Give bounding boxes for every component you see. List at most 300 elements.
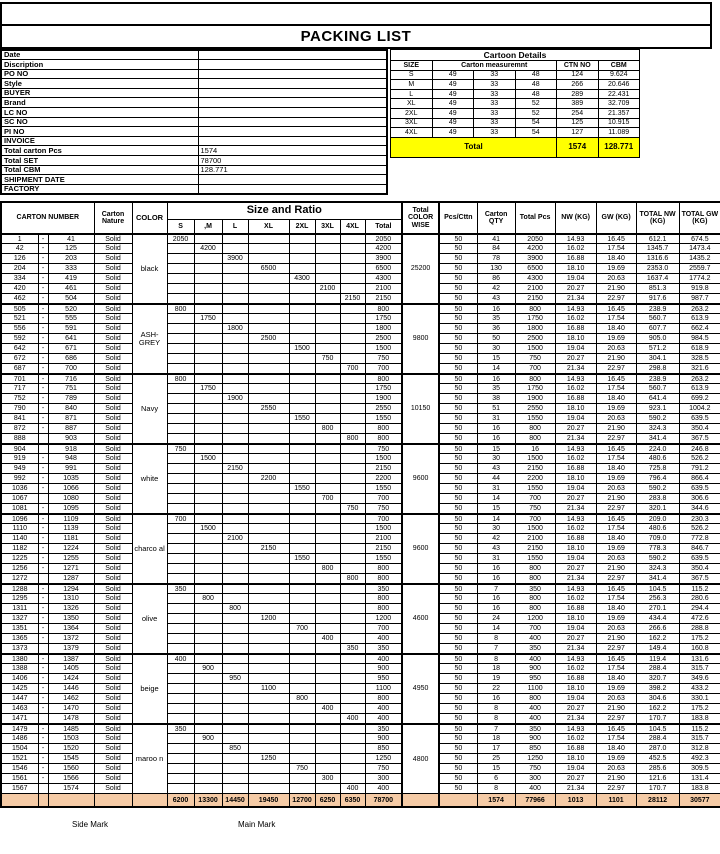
cd-dim3: 52 xyxy=(515,108,557,118)
size-qty xyxy=(194,574,222,584)
size-qty xyxy=(167,354,194,364)
size-qty xyxy=(248,654,289,664)
total-nw-kg: 320.1 xyxy=(636,504,679,514)
total-nw-kg: 270.1 xyxy=(636,604,679,614)
header-carton-nature: Carton Nature xyxy=(94,202,132,234)
totals-size: 12700 xyxy=(289,794,315,807)
total-nw-kg: 917.6 xyxy=(636,294,679,304)
size-qty xyxy=(194,274,222,284)
size-qty: 800 xyxy=(167,374,194,384)
size-qty xyxy=(167,334,194,344)
gw-kg: 19.69 xyxy=(596,544,636,554)
packing-row xyxy=(1,484,720,494)
nw-kg: 21.34 xyxy=(555,574,596,584)
nw-kg: 20.27 xyxy=(555,774,596,784)
total-gw-kg: 526.2 xyxy=(679,454,720,464)
size-qty xyxy=(315,244,340,254)
size-qty xyxy=(222,574,248,584)
carton-from: 1561 xyxy=(1,774,38,784)
carton-qty: 50 xyxy=(477,334,515,344)
size-qty xyxy=(194,514,222,524)
total-nw-kg: 590.2 xyxy=(636,484,679,494)
total-nw-kg: 725.8 xyxy=(636,464,679,474)
row-total-qty: 400 xyxy=(365,654,402,664)
totals-size: 6200 xyxy=(167,794,194,807)
info-label: PI NO xyxy=(1,127,198,137)
total-pcs: 300 xyxy=(515,774,555,784)
nw-kg: 20.27 xyxy=(555,704,596,714)
size-qty xyxy=(167,464,194,474)
size-qty: 750 xyxy=(315,354,340,364)
size-qty xyxy=(315,264,340,274)
packing-row xyxy=(1,264,720,274)
size-qty xyxy=(315,334,340,344)
size-qty xyxy=(340,754,365,764)
nw-kg: 14.93 xyxy=(555,584,596,594)
total-pcs: 1250 xyxy=(515,754,555,764)
gw-kg: 19.69 xyxy=(596,404,636,414)
total-nw-kg: 851.3 xyxy=(636,284,679,294)
size-qty: 350 xyxy=(167,584,194,594)
info-row xyxy=(1,156,387,166)
gw-kg: 22.97 xyxy=(596,504,636,514)
total-pcs: 3900 xyxy=(515,254,555,264)
nw-kg: 20.27 xyxy=(555,284,596,294)
carton-to: 1503 xyxy=(48,734,94,744)
packing-row xyxy=(1,374,720,384)
row-total-qty: 950 xyxy=(365,674,402,684)
size-qty xyxy=(194,444,222,454)
carton-to: 1379 xyxy=(48,644,94,654)
size-qty xyxy=(194,284,222,294)
carton-from: 1546 xyxy=(1,764,38,774)
cd-dim3: 54 xyxy=(515,128,557,138)
carton-to: 591 xyxy=(48,324,94,334)
total-nw-kg: 571.2 xyxy=(636,344,679,354)
total-nw-kg: 607.7 xyxy=(636,324,679,334)
total-pcs: 700 xyxy=(515,494,555,504)
size-qty xyxy=(340,484,365,494)
carton-dash: - xyxy=(38,724,48,734)
col-ctn-header: CTN NO xyxy=(557,61,599,71)
carton-to: 1364 xyxy=(48,624,94,634)
size-qty: 850 xyxy=(222,744,248,754)
color-name: maroo n xyxy=(132,724,167,794)
carton-dash: - xyxy=(38,774,48,784)
color-name: white xyxy=(132,444,167,514)
size-qty xyxy=(340,404,365,414)
totals-total-pcs: 77966 xyxy=(515,794,555,807)
size-qty: 2500 xyxy=(248,334,289,344)
pcs-per-carton: 50 xyxy=(439,234,477,244)
carton-dash: - xyxy=(38,624,48,634)
gw-kg: 22.97 xyxy=(596,574,636,584)
size-qty xyxy=(289,754,315,764)
totals-gw: 1101 xyxy=(596,794,636,807)
size-qty xyxy=(222,354,248,364)
pcs-per-carton: 50 xyxy=(439,724,477,734)
totals-color-wise xyxy=(402,794,439,807)
nw-kg: 21.34 xyxy=(555,434,596,444)
size-qty xyxy=(315,534,340,544)
packing-row xyxy=(1,454,720,464)
size-qty xyxy=(222,734,248,744)
pcs-per-carton: 50 xyxy=(439,544,477,554)
size-qty xyxy=(194,494,222,504)
nw-kg: 16.02 xyxy=(555,734,596,744)
totals-color xyxy=(132,794,167,807)
size-qty xyxy=(289,364,315,374)
size-qty: 2150 xyxy=(222,464,248,474)
carton-nature: Solid xyxy=(94,364,132,374)
total-pcs: 1200 xyxy=(515,614,555,624)
row-total-qty: 2550 xyxy=(365,404,402,414)
carton-to: 751 xyxy=(48,384,94,394)
packing-row xyxy=(1,604,720,614)
packing-row xyxy=(1,774,720,784)
header-size-and-ratio: Size and Ratio xyxy=(167,202,402,220)
gw-kg: 18.40 xyxy=(596,464,636,474)
carton-dash: - xyxy=(38,404,48,414)
info-row xyxy=(1,69,387,79)
size-qty: 1800 xyxy=(222,324,248,334)
size-qty: 4300 xyxy=(289,274,315,284)
pcs-per-carton: 50 xyxy=(439,304,477,314)
info-value: 78700 xyxy=(198,156,387,166)
info-row xyxy=(1,136,387,146)
size-qty xyxy=(194,374,222,384)
size-qty xyxy=(248,524,289,534)
size-qty xyxy=(248,354,289,364)
nw-kg: 19.04 xyxy=(555,554,596,564)
carton-nature: Solid xyxy=(94,554,132,564)
carton-dash: - xyxy=(38,244,48,254)
carton-details-table xyxy=(390,49,640,158)
nw-kg: 16.02 xyxy=(555,594,596,604)
size-qty xyxy=(340,694,365,704)
size-qty xyxy=(315,544,340,554)
size-qty xyxy=(315,574,340,584)
size-qty xyxy=(194,584,222,594)
size-qty xyxy=(167,564,194,574)
size-qty xyxy=(289,264,315,274)
total-color-wise: 9800 xyxy=(402,304,439,374)
cd-size: 4XL xyxy=(391,128,433,138)
pcs-per-carton: 50 xyxy=(439,434,477,444)
carton-qty: 8 xyxy=(477,654,515,664)
carton-to: 716 xyxy=(48,374,94,384)
size-qty xyxy=(289,574,315,584)
pcs-per-carton: 50 xyxy=(439,624,477,634)
carton-to: 1095 xyxy=(48,504,94,514)
nw-kg: 14.93 xyxy=(555,444,596,454)
info-label: PO NO xyxy=(1,69,198,79)
total-nw-kg: 398.2 xyxy=(636,684,679,694)
carton-details-total-ctn: 1574 xyxy=(557,137,599,157)
packing-row xyxy=(1,684,720,694)
nw-kg: 20.27 xyxy=(555,494,596,504)
pcs-per-carton: 50 xyxy=(439,654,477,664)
total-pcs: 1500 xyxy=(515,524,555,534)
size-qty xyxy=(315,594,340,604)
size-qty xyxy=(289,444,315,454)
size-qty xyxy=(194,424,222,434)
row-total-qty: 800 xyxy=(365,424,402,434)
carton-dash: - xyxy=(38,694,48,704)
size-qty xyxy=(340,744,365,754)
totals-size: 6250 xyxy=(315,794,340,807)
total-gw-kg: 639.5 xyxy=(679,414,720,424)
packing-row xyxy=(1,754,720,764)
row-total-qty: 2100 xyxy=(365,534,402,544)
size-qty xyxy=(222,384,248,394)
pcs-per-carton: 50 xyxy=(439,644,477,654)
pcs-per-carton: 50 xyxy=(439,774,477,784)
carton-qty: 24 xyxy=(477,614,515,624)
cd-dim1: 49 xyxy=(432,99,474,109)
size-qty xyxy=(289,494,315,504)
size-qty xyxy=(315,364,340,374)
row-total-qty: 2150 xyxy=(365,544,402,554)
cd-dim3: 54 xyxy=(515,118,557,128)
gw-kg: 20.63 xyxy=(596,554,636,564)
size-qty xyxy=(167,274,194,284)
nw-kg: 16.02 xyxy=(555,524,596,534)
size-qty xyxy=(340,324,365,334)
carton-dash xyxy=(38,714,48,724)
pcs-per-carton: 50 xyxy=(439,444,477,454)
carton-nature: Solid xyxy=(94,544,132,554)
total-pcs: 1750 xyxy=(515,314,555,324)
carton-to: 1255 xyxy=(48,554,94,564)
info-row xyxy=(1,88,387,98)
cd-dim1: 49 xyxy=(432,118,474,128)
carton-qty: 36 xyxy=(477,324,515,334)
size-qty: 4200 xyxy=(194,244,222,254)
carton-to: 461 xyxy=(48,284,94,294)
carton-from: 1081 xyxy=(1,504,38,514)
carton-to: 686 xyxy=(48,354,94,364)
header-size-l: L xyxy=(222,220,248,234)
packing-row xyxy=(1,744,720,754)
gw-kg: 17.54 xyxy=(596,594,636,604)
carton-from: 1036 xyxy=(1,484,38,494)
color-name: ASH-GREY xyxy=(132,304,167,374)
nw-kg: 19.04 xyxy=(555,624,596,634)
total-pcs: 1750 xyxy=(515,384,555,394)
nw-kg: 18.10 xyxy=(555,754,596,764)
gw-kg: 21.90 xyxy=(596,424,636,434)
size-qty xyxy=(315,554,340,564)
totals-dash xyxy=(38,794,48,807)
size-qty xyxy=(194,474,222,484)
size-qty: 1750 xyxy=(194,314,222,324)
size-qty xyxy=(222,784,248,794)
size-qty xyxy=(222,314,248,324)
packing-row xyxy=(1,674,720,684)
size-qty xyxy=(167,604,194,614)
total-nw-kg: 1637.4 xyxy=(636,274,679,284)
size-qty xyxy=(222,614,248,624)
size-qty xyxy=(194,534,222,544)
size-qty xyxy=(315,584,340,594)
size-qty xyxy=(167,594,194,604)
carton-from: 334 xyxy=(1,274,38,284)
size-qty xyxy=(340,534,365,544)
row-total-qty: 800 xyxy=(365,574,402,584)
carton-qty: 43 xyxy=(477,464,515,474)
packing-row xyxy=(1,424,720,434)
gw-kg: 22.97 xyxy=(596,784,636,794)
info-label: SHIPMENT DATE xyxy=(1,175,198,185)
carton-nature: Solid xyxy=(94,444,132,454)
row-total-qty: 800 xyxy=(365,304,402,314)
size-qty xyxy=(194,434,222,444)
carton-to: 641 xyxy=(48,334,94,344)
size-qty xyxy=(340,414,365,424)
total-pcs: 2500 xyxy=(515,334,555,344)
size-qty: 350 xyxy=(340,644,365,654)
carton-dash: - xyxy=(38,554,48,564)
total-gw-kg: 315.7 xyxy=(679,734,720,744)
total-gw-kg: 472.6 xyxy=(679,614,720,624)
pcs-per-carton: 50 xyxy=(439,484,477,494)
carton-nature: Solid xyxy=(94,564,132,574)
carton-from: 672 xyxy=(1,354,38,364)
header-size-2xl: 2XL xyxy=(289,220,315,234)
gw-kg: 19.69 xyxy=(596,474,636,484)
gw-kg: 21.90 xyxy=(596,634,636,644)
row-total-qty: 6500 xyxy=(365,264,402,274)
size-qty xyxy=(167,544,194,554)
size-qty xyxy=(315,744,340,754)
cd-cbm: 11.089 xyxy=(598,128,640,138)
size-qty xyxy=(315,684,340,694)
packing-row xyxy=(1,314,720,324)
carton-from: 872 xyxy=(1,424,38,434)
total-pcs: 700 xyxy=(515,624,555,634)
totals-to xyxy=(48,794,94,807)
size-qty xyxy=(248,434,289,444)
gw-kg: 21.90 xyxy=(596,494,636,504)
size-qty xyxy=(289,504,315,514)
size-qty: 750 xyxy=(289,764,315,774)
size-qty xyxy=(315,434,340,444)
carton-qty: 16 xyxy=(477,574,515,584)
size-qty xyxy=(194,464,222,474)
size-qty: 700 xyxy=(340,364,365,374)
total-gw-kg: 306.6 xyxy=(679,494,720,504)
total-pcs: 900 xyxy=(515,734,555,744)
size-qty xyxy=(248,254,289,264)
pcs-per-carton: 50 xyxy=(439,584,477,594)
carton-qty: 42 xyxy=(477,284,515,294)
pcs-per-carton: 50 xyxy=(439,494,477,504)
size-qty xyxy=(167,394,194,404)
size-qty xyxy=(167,284,194,294)
size-qty: 750 xyxy=(340,504,365,514)
carton-qty: 16 xyxy=(477,424,515,434)
size-qty xyxy=(248,674,289,684)
size-qty xyxy=(289,664,315,674)
carton-dash: - xyxy=(38,754,48,764)
carton-qty: 18 xyxy=(477,734,515,744)
nw-kg: 19.04 xyxy=(555,484,596,494)
gw-kg: 21.90 xyxy=(596,284,636,294)
row-total-qty: 3900 xyxy=(365,254,402,264)
totals-size: 6350 xyxy=(340,794,365,807)
nw-kg: 21.34 xyxy=(555,504,596,514)
carton-to: 789 xyxy=(48,394,94,404)
total-nw-kg: 162.2 xyxy=(636,704,679,714)
total-color-wise: 25200 xyxy=(402,234,439,304)
info-label: LC NO xyxy=(1,108,198,118)
size-qty xyxy=(340,284,365,294)
pcs-per-carton: 50 xyxy=(439,524,477,534)
packing-row xyxy=(1,634,720,644)
total-gw-kg: 1435.2 xyxy=(679,254,720,264)
size-qty xyxy=(222,234,248,244)
carton-nature: Solid xyxy=(94,234,132,244)
packing-row xyxy=(1,554,720,564)
total-pcs: 800 xyxy=(515,574,555,584)
size-qty xyxy=(222,754,248,764)
carton-from: 462 xyxy=(1,294,38,304)
size-qty xyxy=(340,584,365,594)
cd-ctn-no: 389 xyxy=(557,99,599,109)
total-pcs: 750 xyxy=(515,354,555,364)
total-pcs: 2200 xyxy=(515,474,555,484)
row-total-qty: 700 xyxy=(365,624,402,634)
total-nw-kg: 104.5 xyxy=(636,724,679,734)
carton-to: 1326 xyxy=(48,604,94,614)
total-nw-kg: 266.6 xyxy=(636,624,679,634)
info-row xyxy=(1,165,387,175)
size-qty xyxy=(248,554,289,564)
cd-cbm: 21.357 xyxy=(598,108,640,118)
size-qty: 700 xyxy=(167,514,194,524)
carton-qty: 17 xyxy=(477,744,515,754)
total-color-wise: 4950 xyxy=(402,654,439,724)
row-total-qty: 2050 xyxy=(365,234,402,244)
header-size-m: ,M xyxy=(194,220,222,234)
total-gw-kg: 2559.7 xyxy=(679,264,720,274)
size-qty: 2150 xyxy=(248,544,289,554)
total-nw-kg: 320.7 xyxy=(636,674,679,684)
total-pcs: 950 xyxy=(515,674,555,684)
col-measurement-header: Carton measuremnt xyxy=(432,61,557,71)
total-gw-kg: 662.4 xyxy=(679,324,720,334)
total-pcs: 1500 xyxy=(515,454,555,464)
gw-kg: 19.69 xyxy=(596,614,636,624)
size-qty: 400 xyxy=(167,654,194,664)
info-value xyxy=(198,88,387,98)
total-pcs: 800 xyxy=(515,434,555,444)
size-qty xyxy=(289,594,315,604)
header-total-gw: TOTAL GW (KG) xyxy=(679,202,720,234)
size-qty xyxy=(289,514,315,524)
info-row xyxy=(1,50,387,60)
carton-dash: - xyxy=(38,544,48,554)
total-nw-kg: 1316.6 xyxy=(636,254,679,264)
total-pcs: 800 xyxy=(515,374,555,384)
row-total-qty: 1250 xyxy=(365,754,402,764)
size-qty xyxy=(222,694,248,704)
carton-dash xyxy=(38,574,48,584)
size-qty: 950 xyxy=(222,674,248,684)
gw-kg: 17.54 xyxy=(596,314,636,324)
carton-qty: 22 xyxy=(477,684,515,694)
